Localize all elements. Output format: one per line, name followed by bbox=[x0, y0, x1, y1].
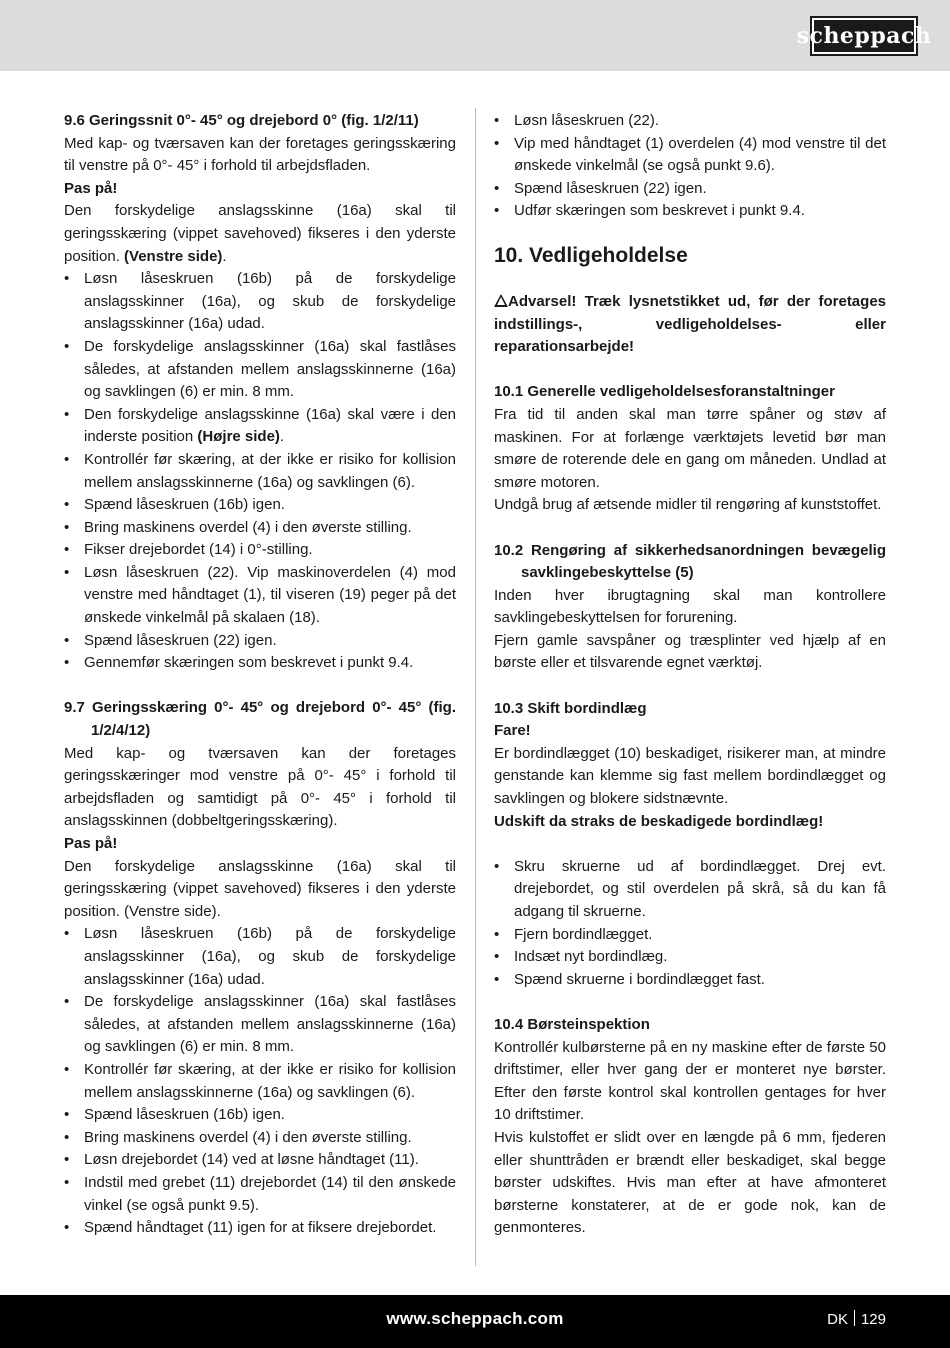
list-item: • De forskydelige anslagsskinner (16a) skal fastlåses således, at afstanden mellem anslagsskinnerne (16a) og savklingen (6) er min. 8 mm. bbox=[64, 991, 456, 1059]
section-10-3-steps bbox=[494, 856, 886, 992]
maintenance-warning: Advarsel! Træk lysnetstikket ud, før der foretages indstillings-, vedligeholdelses- eller reparationsarbejde! bbox=[494, 292, 886, 356]
list-item: • Indstil med grebet (11) drejebordet (14) til den ønskede vinkel (se også punkt 9.5). bbox=[64, 1172, 456, 1217]
list-item: • Spænd skruerne i bordindlægget fast. bbox=[494, 969, 886, 992]
section-9-7-caution: Pas på! bbox=[64, 835, 118, 852]
right-side-note: (Højre side) bbox=[197, 428, 280, 446]
footer-bar bbox=[0, 1295, 950, 1348]
list-item: • De forskydelige anslagsskinner (16a) skal fastlåses således, at afstanden mellem anslagsskinnerne (16a) og savklingen (6) er min. 8 mm. bbox=[64, 336, 456, 404]
list-item: • Bring maskinens overdel (4) i den øverste stilling. bbox=[64, 517, 456, 540]
list-item: • Løsn drejebordet (14) ved at løsne håndtaget (11). bbox=[64, 1149, 456, 1172]
section-9-7-intro: Med kap- og tværsaven kan der foretages geringsskæringer mod venstre på 0°- 45° i forhold til arbejdsfladen og samtidigt på 0°- 45° i forhold til anslagsskinnen (dobbeltgeringsskæring). bbox=[64, 744, 456, 830]
list-item: • Løsn låseskruen (16b) på de forskydelige anslagsskinner (16a), og skub de forskydelige anslagsskinner (16a) udad. bbox=[64, 923, 456, 991]
section-9-6-caution: Pas på! bbox=[64, 179, 118, 197]
section-9-7-steps-continued bbox=[494, 110, 886, 223]
list-item: • Spænd håndtaget (11) igen for at fiksere drejebordet. bbox=[64, 1217, 456, 1240]
section-9-6-steps bbox=[64, 268, 456, 675]
section-10-4-text-2: Hvis kulstoffet er slidt over en længde på 6 mm, fjederen eller shunttråden er brændt eller beskadiget, skal begge børster udskiftes. Hvis man efter at have afmonteret børsterne konstaterer, at de er gode nok, kan de genmonteres. bbox=[494, 1128, 886, 1237]
section-10-1-text-2: Undgå brug af ætsende midler til rengøring af kunststoffet. bbox=[494, 496, 882, 514]
section-10-1-text: Fra tid til anden skal man tørre spåner og støv af maskinen. For at forlænge værktøjets levetid bør man smøre de roterende dele en gang om måneden. Undlad at smøre motoren. bbox=[494, 405, 886, 491]
list-item: • Kontrollér før skæring, at der ikke er risiko for kollision mellem anslagsskinnerne (16a) og savklingen (6). bbox=[64, 449, 456, 494]
section-10-4-text: Kontrollér kulbørsterne på en ny maskine efter de første 50 driftstimer, eller hver gang der er monteret nye børster. Efter den første kontrol skal kontrollen gentages for hver 10 driftstimer. bbox=[494, 1038, 886, 1124]
left-side-note: (Venstre side) bbox=[124, 247, 223, 265]
column-divider bbox=[475, 108, 476, 1266]
section-9-6-intro: Med kap- og tværsaven kan der foretages geringsskæring til venstre på 0°- 45° i forhold til arbejdsfladen. bbox=[64, 134, 456, 175]
scheppach-logo: scheppach bbox=[810, 16, 918, 56]
section-10-2-text-2: Fjern gamle savspåner og træsplinter ved hjælp af en børste eller et tilsvarende egnet værktøj. bbox=[494, 631, 886, 672]
list-item: • Udfør skæringen som beskrevet i punkt 9.4. bbox=[494, 200, 886, 223]
language-code: DK bbox=[827, 1311, 848, 1328]
page-number bbox=[827, 1310, 886, 1328]
section-9-6-caution-text: Den forskydelige anslagsskinne (16a) skal til geringsskæring (vippet savehoved) fikseres i den yderste position. (Venstre side). bbox=[64, 202, 456, 265]
list-item: • Gennemfør skæringen som beskrevet i punkt 9.4. bbox=[64, 652, 456, 675]
section-9-6-heading: 9.6 Geringssnit 0°- 45° og drejebord 0° (fig. 1/2/11) bbox=[64, 112, 419, 129]
list-item: • Skru skruerne ud af bordindlægget. Drej evt. drejebordet, og stil overdelen på skrå, så du kan få adgang til skruerne. bbox=[494, 856, 886, 924]
list-item: • Kontrollér før skæring, at der ikke er risiko for kollision mellem anslagsskinnerne (16a) og savklingen (6). bbox=[64, 1059, 456, 1104]
section-10-3-danger: Fare! bbox=[494, 722, 531, 740]
list-item: • Fjern bordindlægget. bbox=[494, 924, 886, 947]
section-9-7-heading: 9.7 Geringsskæring 0°- 45° og drejebord 0°- 45° (fig. 1/2/4/12) bbox=[64, 699, 456, 740]
list-item: • Spænd låseskruen (16b) igen. bbox=[64, 1104, 456, 1127]
section-10-2-heading: 10.2 Rengøring af sikkerhedsanordningen bevægelig savklingebeskyttelse (5) bbox=[494, 541, 886, 582]
left-column bbox=[64, 110, 456, 1240]
list-item: • Løsn låseskruen (22). Vip maskinoverdelen (4) mod venstre med håndtaget (1), til viseren (19) peger på det ønskede vinkelmål på skalaen (18). bbox=[64, 562, 456, 630]
header-bar bbox=[0, 0, 950, 71]
list-item: • Den forskydelige anslagsskinne (16a) skal være i den inderste position (Højre side). bbox=[64, 404, 456, 449]
section-10-4-heading: 10.4 Børsteinspektion bbox=[494, 1015, 650, 1033]
section-10-2-text: Inden hver ibrugtagning skal man kontrollere savklingebeskyttelsen for forurening. bbox=[494, 586, 886, 627]
section-9-7-caution-text: Den forskydelige anslagsskinne (16a) skal til geringsskæring (vippet savehoved) fikseres i den yderste position. (Venstre side). bbox=[64, 857, 456, 920]
page-number-value: 129 bbox=[860, 1311, 886, 1328]
list-item: • Spænd låseskruen (22) igen. bbox=[64, 630, 456, 653]
section-10-3-text: Er bordindlægget (10) beskadiget, risikerer man, at mindre genstande kan klemme sig fast mellem bordindlægget og savklingen og blokere sidstnævnte. bbox=[494, 744, 886, 808]
section-9-7-steps bbox=[64, 923, 456, 1239]
section-10-3-replace-note: Udskift da straks de beskadigede bordindlæg! bbox=[494, 812, 824, 830]
list-item: • Bring maskinens overdel (4) i den øverste stilling. bbox=[64, 1127, 456, 1150]
section-10-heading: 10. Vedligeholdelse bbox=[494, 243, 688, 267]
list-item: • Løsn låseskruen (16b) på de forskydelige anslagsskinner (16a), og skub de forskydelige anslagsskinner (16a) udad. bbox=[64, 268, 456, 336]
section-10-3-heading: 10.3 Skift bordindlæg bbox=[494, 699, 647, 717]
list-item: • Fikser drejebordet (14) i 0°-stilling. bbox=[64, 539, 456, 562]
section-10-1-heading: 10.1 Generelle vedligeholdelsesforanstaltninger bbox=[494, 383, 835, 401]
list-item: • Løsn låseskruen (22). bbox=[494, 110, 886, 133]
list-item: • Spænd låseskruen (16b) igen. bbox=[64, 494, 456, 517]
list-item: • Vip med håndtaget (1) overdelen (4) mod venstre til det ønskede vinkelmål (se også punkt 9.6). bbox=[494, 133, 886, 178]
warning-triangle-icon bbox=[494, 294, 508, 307]
right-column bbox=[494, 110, 886, 1240]
list-item: • Spænd låseskruen (22) igen. bbox=[494, 178, 886, 201]
list-item: • Indsæt nyt bordindlæg. bbox=[494, 946, 886, 969]
website-link[interactable]: www.scheppach.com bbox=[386, 1309, 564, 1328]
